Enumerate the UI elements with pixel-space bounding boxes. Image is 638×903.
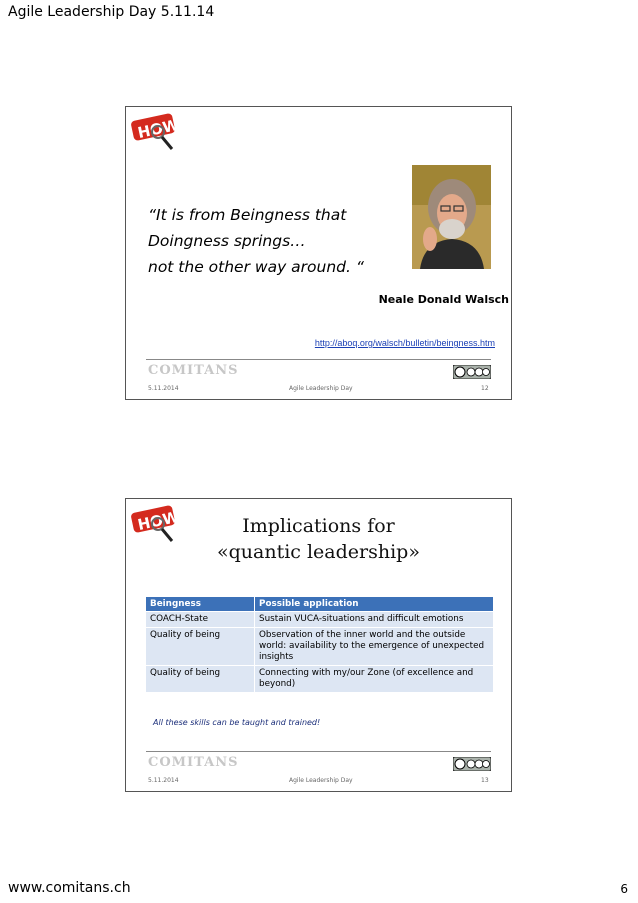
table-row bbox=[146, 612, 494, 628]
page-number: 6 bbox=[620, 882, 628, 896]
page-header: Agile Leadership Day 5.11.14 bbox=[8, 4, 215, 20]
author-portrait bbox=[412, 165, 491, 269]
how-logo-text: HOW bbox=[136, 115, 181, 143]
note-text: All these skills can be taught and trained! bbox=[153, 718, 321, 727]
slide-footer-date: 5.11.2014 bbox=[148, 385, 179, 392]
table-row bbox=[146, 628, 494, 666]
slide-footer-date: 5.11.2014 bbox=[148, 777, 179, 784]
source-link[interactable]: http://aboq.org/walsch/bulletin/beingness.htm bbox=[314, 338, 495, 348]
slide-footer-event: Agile Leadership Day bbox=[289, 385, 353, 392]
comitans-logo: COMITANS bbox=[148, 755, 239, 770]
comitans-logo: COMITANS bbox=[148, 363, 239, 378]
table-cell: Quality of being bbox=[146, 628, 255, 666]
quote-line: “It is from Beingness that bbox=[148, 206, 347, 224]
quote bbox=[148, 202, 364, 280]
implications-table bbox=[146, 597, 494, 692]
slide-12 bbox=[125, 106, 512, 400]
how-logo-text: HOW bbox=[136, 507, 181, 535]
table-cell: Quality of being bbox=[146, 666, 255, 693]
footer-divider bbox=[146, 359, 491, 360]
creative-commons-icon bbox=[453, 365, 491, 379]
website-footer[interactable]: www.comitans.ch bbox=[8, 880, 131, 896]
table-cell: Observation of the inner world and the outside world: availability to the emergence of unexpected insights bbox=[255, 628, 494, 666]
table-cell: COACH-State bbox=[146, 612, 255, 628]
slide-title bbox=[126, 513, 511, 565]
slide-number: 13 bbox=[481, 777, 489, 784]
column-header: Beingness bbox=[146, 597, 255, 612]
slide-number: 12 bbox=[481, 385, 489, 392]
slide-title-line2: «quantic leadership» bbox=[217, 541, 420, 563]
slide-footer-event: Agile Leadership Day bbox=[289, 777, 353, 784]
table-row bbox=[146, 666, 494, 693]
footer-divider bbox=[146, 751, 491, 752]
slide-title-line1: Implications for bbox=[242, 515, 395, 537]
column-header: Possible application bbox=[255, 597, 494, 612]
slide-13 bbox=[125, 498, 512, 792]
author-name: Neale Donald Walsch bbox=[378, 293, 509, 306]
how-magnifier-icon bbox=[128, 111, 182, 153]
quote-line: not the other way around. “ bbox=[148, 258, 364, 276]
table-header-row bbox=[146, 597, 494, 612]
table-cell: Connecting with my/our Zone (of excellence and beyond) bbox=[255, 666, 494, 693]
quote-line: Doingness springs… bbox=[148, 232, 306, 250]
creative-commons-icon bbox=[453, 757, 491, 771]
table-cell: Sustain VUCA-situations and difficult emotions bbox=[255, 612, 494, 628]
